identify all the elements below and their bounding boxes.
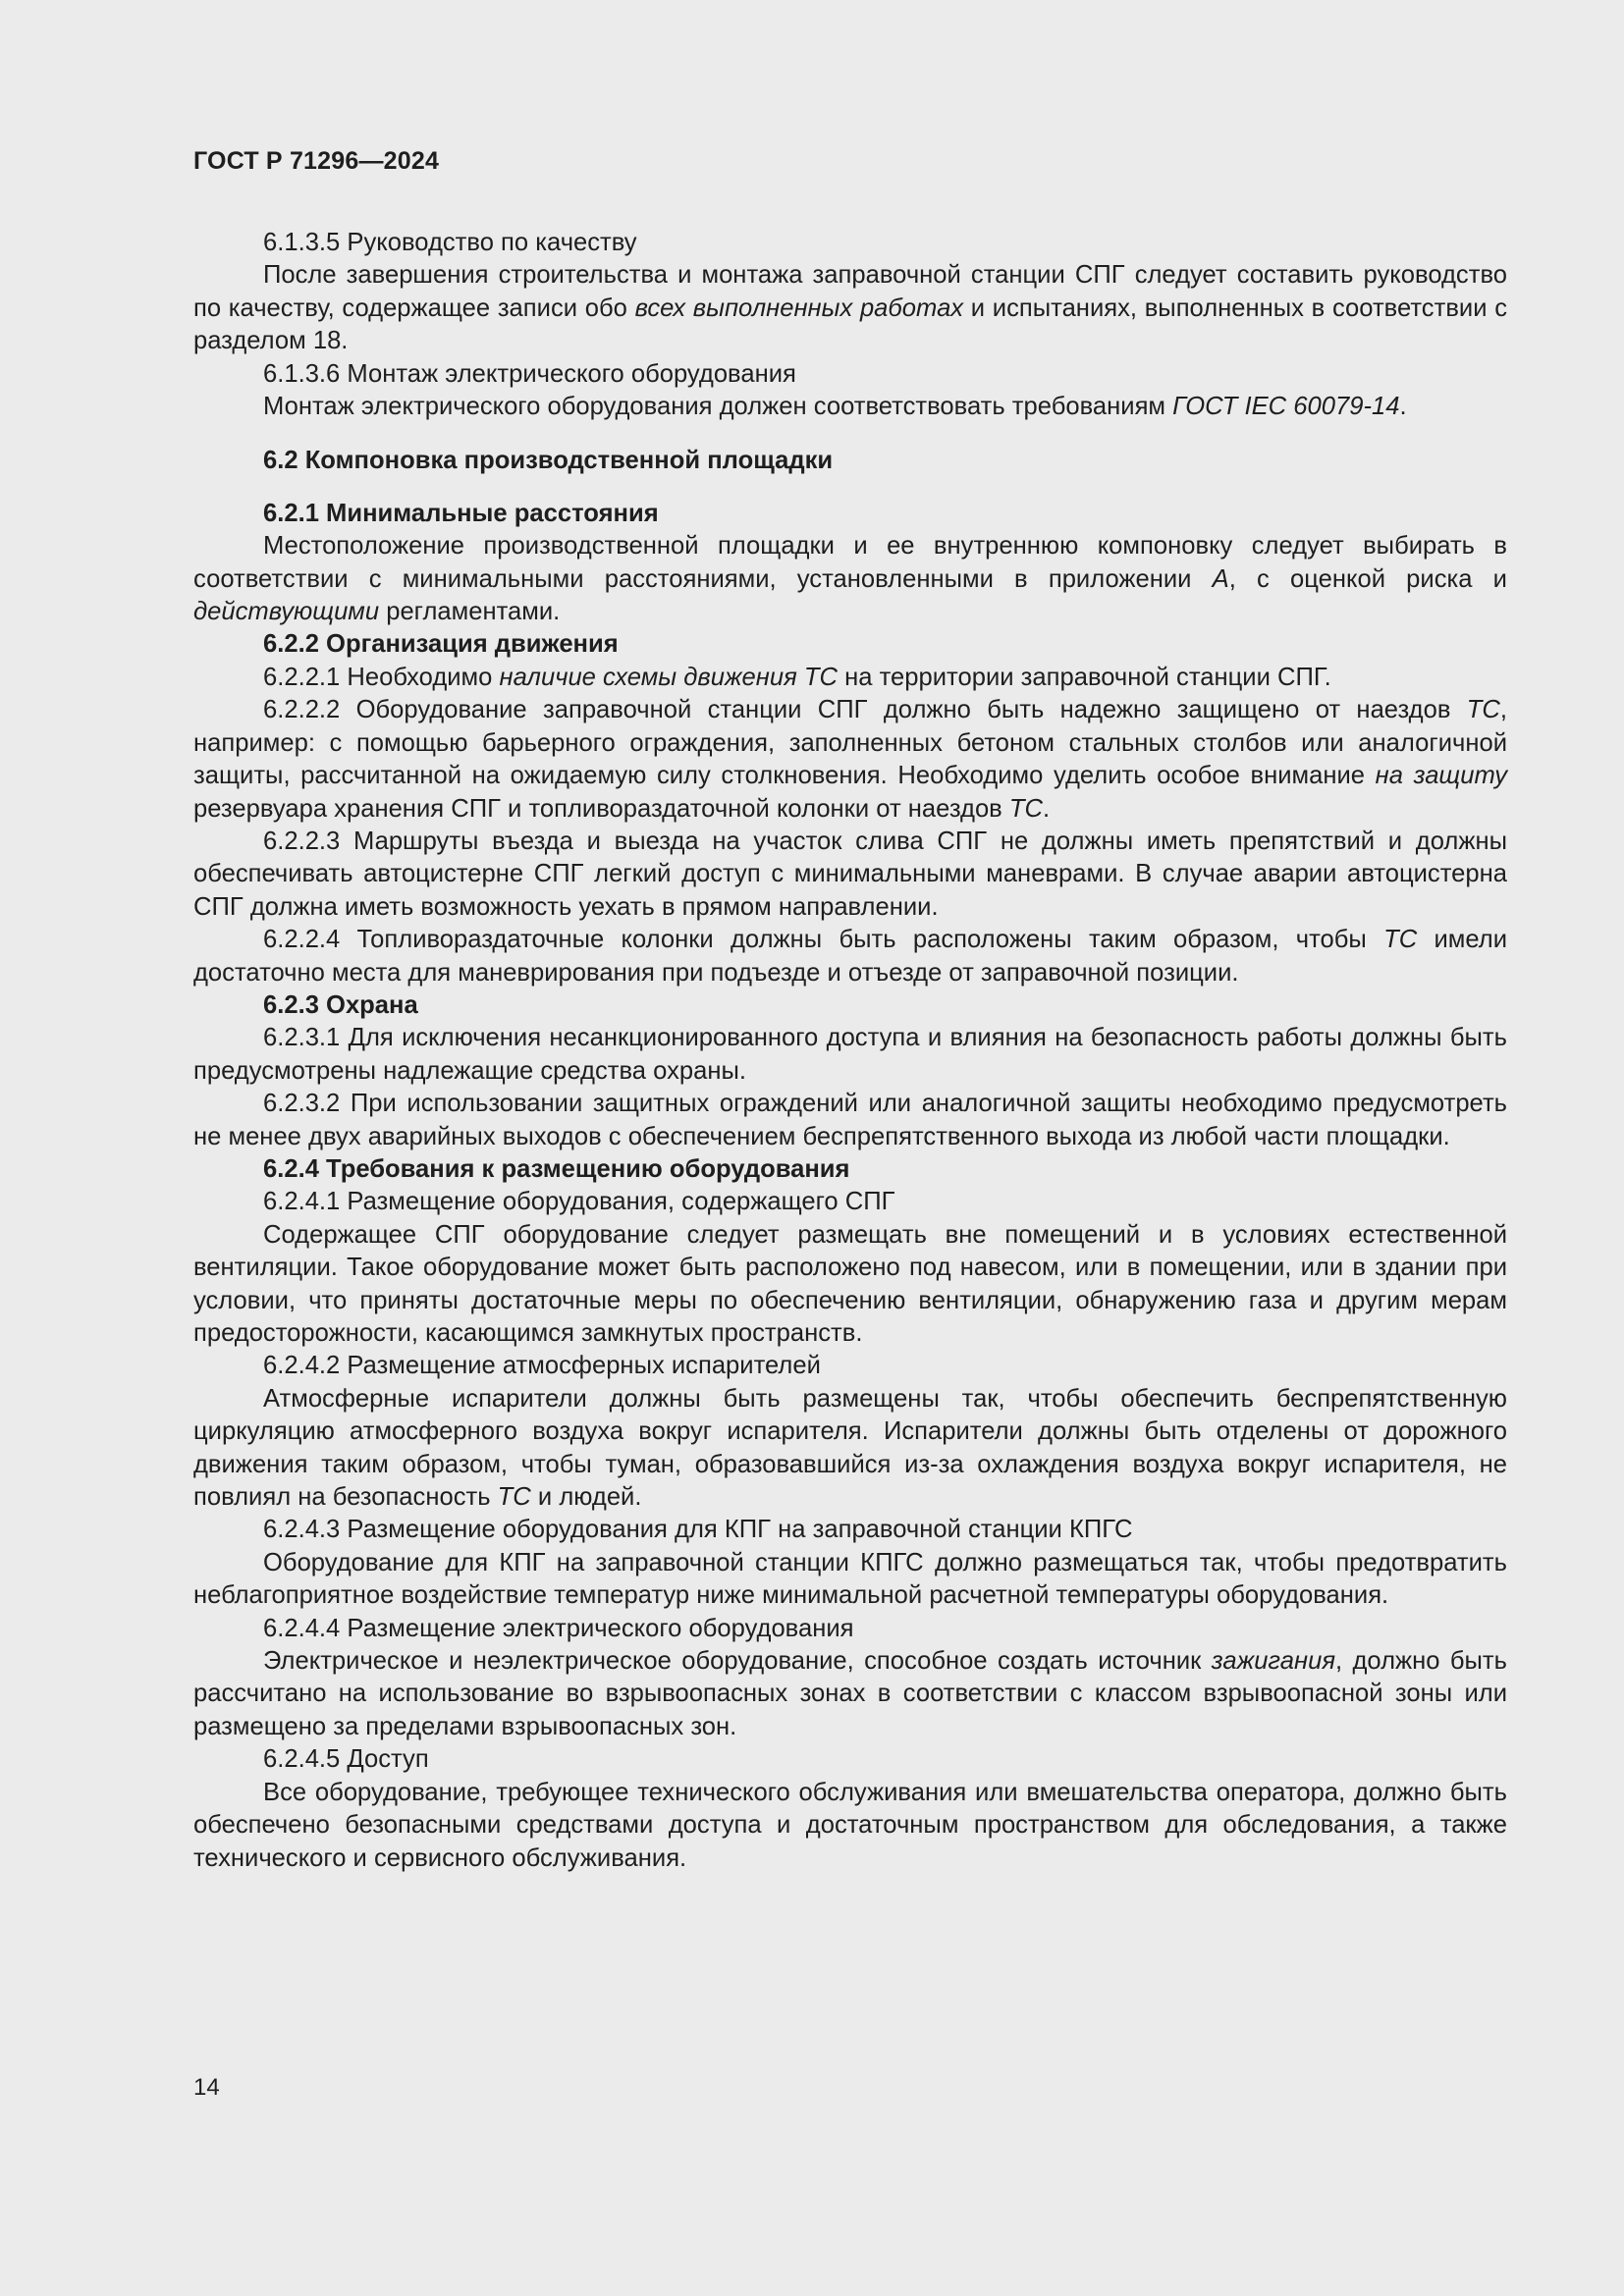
- italic-text: на защиту: [1375, 762, 1508, 790]
- paragraph: [193, 662, 1507, 694]
- text-run: имели достаточно места для маневрирования при подъезде и отъезде от заправочной позиции.: [193, 926, 1508, 987]
- text-run: 6.2.3.1 Для исключения несанкционированного доступа и влияния на безопасность работы должны быть предусмотрены надлежащие средства охраны.: [193, 1024, 1507, 1085]
- text-run: , например: с помощью барьерного ограждения, заполненных бетоном стальных столбов или аналогичной защиты, рассчитанной на ожидаемую силу столкновения. Необходимо уделить особое внимание: [193, 696, 1507, 790]
- paragraph: [193, 924, 1507, 989]
- text-run: 6.2.4.2 Размещение атмосферных испарителей: [263, 1352, 821, 1380]
- text-run: 6.2.2.2 Оборудование заправочной станции СПГ должно быть надежно защищено от наездов: [263, 696, 1467, 724]
- text-run: 6.2.2 Организация движения: [263, 630, 619, 659]
- paragraph: [193, 1777, 1507, 1875]
- paragraph: [193, 1383, 1507, 1515]
- italic-text: наличие схемы движения ТС: [499, 663, 839, 691]
- paragraph: [193, 1613, 1507, 1645]
- text-run: Содержащее СПГ оборудование следует размещать вне помещений и в условиях естественной вентиляции. Такое оборудование может быть расположено под навесом, или в помещении, или в здании при условии, что приняты достаточные меры по обеспечению вентиляции, обнаружению газа и другим мерам предосторожности, касающимся замкнутых пространств.: [193, 1220, 1507, 1347]
- document-body: [193, 227, 1507, 1875]
- section-heading: [193, 1153, 1507, 1186]
- text-run: 6.2 Компоновка производственной площадки: [263, 447, 834, 475]
- document-header: ГОСТ Р 71296—2024: [193, 147, 440, 175]
- text-run: , должно быть рассчитано на использование во взрывоопасных зонах в соответствии с классом взрывоопасной зоны или размещено за пределами взрывоопасных зон.: [193, 1647, 1507, 1740]
- paragraph: [193, 1219, 1507, 1351]
- paragraph: [193, 227, 1507, 259]
- text-run: Монтаж электрического оборудования должен соответствовать требованиям: [263, 393, 1173, 421]
- text-run: 6.2.4.4 Размещение электрического оборудования: [263, 1614, 854, 1642]
- italic-text: ТС: [1466, 696, 1500, 724]
- text-run: 6.1.3.6 Монтаж электрического оборудования: [263, 359, 796, 388]
- paragraph: [193, 1514, 1507, 1546]
- paragraph: [193, 1350, 1507, 1382]
- text-run: Все оборудование, требующее технического обслуживания или вмешательства оператора, должно быть обеспечено безопасными средствами доступа и достаточным пространством для обследования, а также технического и сервисного обслуживания.: [193, 1778, 1507, 1872]
- text-run: 6.2.4 Требования к размещению оборудования: [263, 1154, 850, 1183]
- paragraph: [193, 530, 1507, 628]
- section-heading: [193, 628, 1507, 661]
- paragraph: [193, 358, 1507, 391]
- section-heading: [193, 989, 1507, 1022]
- text-run: .: [1399, 393, 1407, 421]
- paragraph: [193, 1022, 1507, 1088]
- italic-text: ГОСТ IEC 60079-14: [1172, 393, 1400, 421]
- text-run: 6.2.4.5 Доступ: [263, 1745, 429, 1774]
- text-run: 6.2.2.1 Необходимо: [263, 663, 500, 691]
- paragraph: [193, 391, 1507, 423]
- text-run: регламентами.: [379, 598, 561, 626]
- paragraph: [193, 1088, 1507, 1153]
- page-number: 14: [193, 2074, 220, 2101]
- text-run: 6.1.3.5 Руководство по качеству: [263, 229, 637, 256]
- italic-text: ТС: [497, 1483, 531, 1512]
- italic-text: А: [1212, 564, 1229, 593]
- paragraph: [193, 259, 1507, 357]
- text-run: Атмосферные испарители должны быть размещены так, чтобы обеспечить беспрепятственную циркуляцию атмосферного воздуха вокруг испарителя. Испарители должны быть отделены от дорожного движения таким образом, чтобы туман, образовавшийся из-за охлаждения воздуха вокруг испарителя, не повлиял на безопасность: [193, 1384, 1507, 1512]
- section-heading: [193, 498, 1507, 530]
- text-run: 6.2.2.3 Маршруты въезда и выезда на участок слива СПГ не должны иметь препятствий и должны обеспечивать автоцистерне СПГ легкий доступ с минимальными маневрами. В случае аварии автоцистерна СПГ должна иметь возможность уехать в прямом направлении.: [193, 827, 1507, 921]
- italic-text: действующими: [193, 598, 380, 626]
- paragraph: [193, 1186, 1507, 1218]
- text-run: 6.2.1 Минимальные расстояния: [263, 499, 659, 527]
- italic-text: ТС: [1383, 926, 1418, 954]
- text-run: 6.2.2.4 Топливораздаточные колонки должны быть расположены таким образом, чтобы: [263, 926, 1384, 954]
- paragraph: [193, 1645, 1507, 1743]
- paragraph: [193, 1743, 1507, 1776]
- text-run: Оборудование для КПГ на заправочной станции КПГС должно размещаться так, чтобы предотвратить неблагоприятное воздействие температур ниже минимальной расчетной температуры оборудования.: [193, 1548, 1507, 1610]
- text-run: 6.2.4.3 Размещение оборудования для КПГ на заправочной станции КПГС: [263, 1516, 1133, 1544]
- text-run: После завершения строительства и монтажа заправочной станции СПГ следует составить руководство по качеству, содержащее записи обо: [193, 261, 1507, 322]
- text-run: Электрическое и неэлектрическое оборудование, способное создать источник: [263, 1647, 1212, 1676]
- text-run: и испытаниях, выполненных в соответствии с разделом 18.: [193, 294, 1508, 355]
- text-run: Местоположение производственной площадки и ее внутреннюю компоновку следует выбирать в соответствии с минимальными расстояниями, установленными в приложении: [193, 532, 1507, 593]
- text-run: на территории заправочной станции СПГ.: [838, 663, 1331, 691]
- text-run: .: [1043, 794, 1051, 823]
- section-heading: [193, 445, 1507, 477]
- paragraph: [193, 694, 1507, 826]
- text-run: и людей.: [530, 1483, 642, 1512]
- paragraph: [193, 826, 1507, 924]
- italic-text: ТС: [1008, 794, 1044, 823]
- text-run: 6.2.4.1 Размещение оборудования, содержащего СПГ: [263, 1188, 895, 1216]
- text-run: резервуара хранения СПГ и топливораздаточной колонки от наездов: [193, 794, 1009, 823]
- italic-text: всех выполненных работах: [634, 294, 964, 322]
- text-run: 6.2.3.2 При использовании защитных ограждений или аналогичной защиты необходимо предусмотреть не менее двух аварийных выходов с обеспечением беспрепятственного выхода из любой части площадки.: [193, 1090, 1507, 1150]
- text-run: , с оценкой риска и: [1228, 564, 1507, 593]
- italic-text: зажигания: [1211, 1647, 1335, 1676]
- paragraph: [193, 1547, 1507, 1613]
- text-run: 6.2.3 Охрана: [263, 990, 418, 1019]
